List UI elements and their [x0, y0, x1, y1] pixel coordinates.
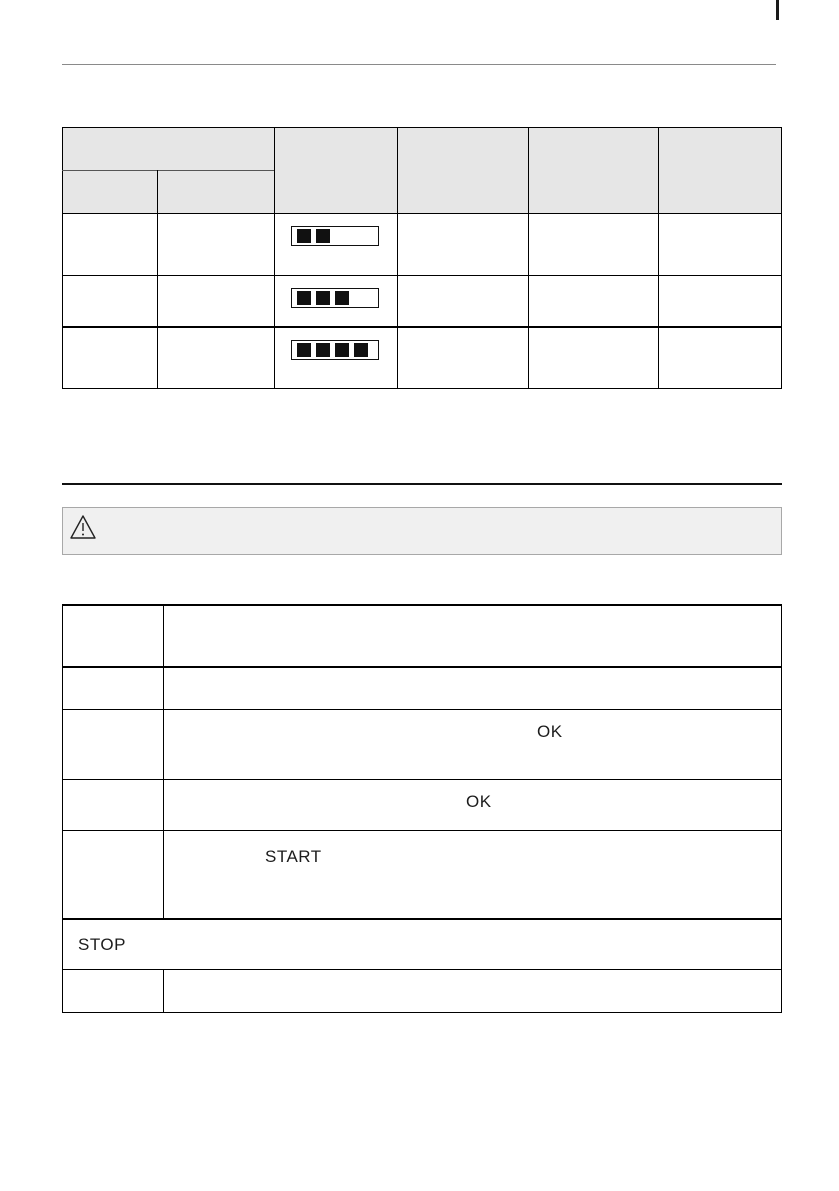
- table-row: [62, 969, 782, 970]
- level-segment: [297, 343, 311, 357]
- section-rule: [62, 483, 782, 485]
- ok-label: OK: [537, 722, 563, 741]
- level-segment: [316, 229, 330, 243]
- level-segment: [335, 343, 349, 357]
- level-segment: [297, 291, 311, 305]
- table-row: [62, 275, 782, 326]
- level-table: [62, 127, 782, 389]
- steps-table: [62, 604, 782, 1013]
- table-row: [62, 666, 782, 668]
- table-row: [62, 213, 782, 275]
- page-corner-mark: [776, 0, 779, 20]
- table-row: [62, 830, 782, 831]
- table-row: [62, 918, 782, 920]
- ok-label: OK: [466, 792, 492, 811]
- level-segment: [316, 291, 330, 305]
- level-indicator: [291, 288, 379, 308]
- level-segment: [354, 343, 368, 357]
- table-row: [62, 326, 782, 389]
- table-row: [62, 709, 782, 710]
- level-segment: [316, 343, 330, 357]
- level-segment: [335, 291, 349, 305]
- level-indicator: [291, 226, 379, 246]
- start-label: START: [265, 847, 322, 866]
- level-segment: [297, 229, 311, 243]
- header-rule: [62, 64, 776, 65]
- table-row: [62, 779, 782, 780]
- warning-box: [62, 507, 782, 555]
- stop-label: STOP: [78, 935, 126, 954]
- warning-triangle-icon: [69, 514, 97, 540]
- level-indicator: [291, 340, 379, 360]
